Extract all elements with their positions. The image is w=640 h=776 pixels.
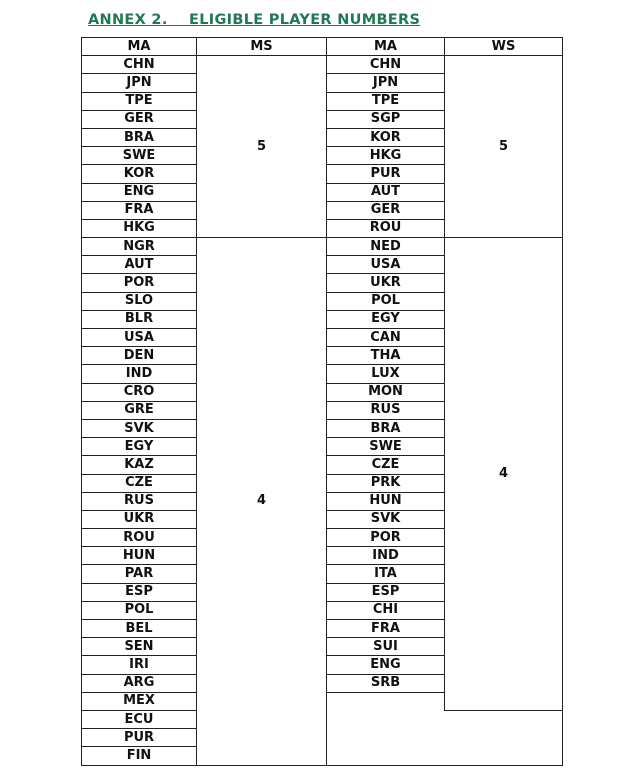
men-ma-cell: POR: [82, 274, 197, 292]
men-ma-cell: BLR: [82, 310, 197, 328]
women-ma-cell: BRA: [327, 419, 445, 437]
women-ma-cell: THA: [327, 347, 445, 365]
ws-number-cell: 5: [445, 56, 563, 238]
men-ma-cell: CHN: [82, 56, 197, 74]
men-ma-cell: IRI: [82, 656, 197, 674]
women-ma-cell: SWE: [327, 438, 445, 456]
eligible-player-numbers-table: [81, 37, 563, 766]
women-ma-cell: MON: [327, 383, 445, 401]
men-ma-cell: HUN: [82, 547, 197, 565]
men-ma-cell: ARG: [82, 674, 197, 692]
ms-number-cell: 5: [197, 56, 327, 238]
men-ma-cell: AUT: [82, 256, 197, 274]
women-ma-cell: CAN: [327, 329, 445, 347]
women-ma-cell: SGP: [327, 110, 445, 128]
men-ma-cell: DEN: [82, 347, 197, 365]
women-ma-cell: USA: [327, 256, 445, 274]
men-ma-cell: ECU: [82, 710, 197, 728]
women-ma-cell: TPE: [327, 92, 445, 110]
ws-number-cell: 4: [445, 238, 563, 711]
men-ma-cell: JPN: [82, 74, 197, 92]
women-ma-cell: HKG: [327, 147, 445, 165]
men-ma-cell: RUS: [82, 492, 197, 510]
table-row: [82, 238, 563, 256]
header-ws: WS: [445, 38, 563, 56]
men-ma-cell: SEN: [82, 638, 197, 656]
women-ma-cell: LUX: [327, 365, 445, 383]
header-ms: MS: [197, 38, 327, 56]
men-ma-cell: MEX: [82, 692, 197, 710]
men-ma-cell: UKR: [82, 510, 197, 528]
men-ma-cell: FIN: [82, 747, 197, 765]
header-row: [82, 38, 563, 56]
women-ma-cell: NED: [327, 238, 445, 256]
men-ma-cell: SWE: [82, 147, 197, 165]
men-ma-cell: BEL: [82, 620, 197, 638]
women-ma-cell: ESP: [327, 583, 445, 601]
women-ma-cell: CHI: [327, 601, 445, 619]
women-ma-cell: CHN: [327, 56, 445, 74]
men-ma-cell: BRA: [82, 128, 197, 146]
women-ma-cell: SUI: [327, 638, 445, 656]
men-ma-cell: SVK: [82, 419, 197, 437]
men-ma-cell: IND: [82, 365, 197, 383]
ms-number-cell: 4: [197, 238, 327, 765]
women-ma-cell: SRB: [327, 674, 445, 692]
men-ma-cell: USA: [82, 329, 197, 347]
men-ma-cell: EGY: [82, 438, 197, 456]
women-ma-cell: PRK: [327, 474, 445, 492]
women-ma-cell: FRA: [327, 620, 445, 638]
women-ma-cell: UKR: [327, 274, 445, 292]
empty-women-cell: [327, 692, 563, 765]
men-ma-cell: FRA: [82, 201, 197, 219]
women-ma-cell: ROU: [327, 219, 445, 237]
women-ma-cell: JPN: [327, 74, 445, 92]
table-row: [82, 56, 563, 74]
men-ma-cell: ROU: [82, 529, 197, 547]
women-ma-cell: HUN: [327, 492, 445, 510]
men-ma-cell: CRO: [82, 383, 197, 401]
men-ma-cell: NGR: [82, 238, 197, 256]
men-ma-cell: ESP: [82, 583, 197, 601]
women-ma-cell: GER: [327, 201, 445, 219]
men-ma-cell: HKG: [82, 219, 197, 237]
table-body: [82, 56, 563, 765]
men-ma-cell: SLO: [82, 292, 197, 310]
header-men-ma: MA: [82, 38, 197, 56]
men-ma-cell: TPE: [82, 92, 197, 110]
women-ma-cell: CZE: [327, 456, 445, 474]
men-ma-cell: GER: [82, 110, 197, 128]
women-ma-cell: KOR: [327, 128, 445, 146]
women-ma-cell: IND: [327, 547, 445, 565]
women-ma-cell: RUS: [327, 401, 445, 419]
annex-title: ANNEX 2. ELIGIBLE PLAYER NUMBERS: [88, 12, 421, 28]
men-ma-cell: KOR: [82, 165, 197, 183]
women-ma-cell: POR: [327, 529, 445, 547]
women-ma-cell: EGY: [327, 310, 445, 328]
men-ma-cell: PUR: [82, 729, 197, 747]
men-ma-cell: GRE: [82, 401, 197, 419]
men-ma-cell: PAR: [82, 565, 197, 583]
men-ma-cell: CZE: [82, 474, 197, 492]
women-ma-cell: POL: [327, 292, 445, 310]
women-ma-cell: PUR: [327, 165, 445, 183]
men-ma-cell: ENG: [82, 183, 197, 201]
women-ma-cell: AUT: [327, 183, 445, 201]
men-ma-cell: POL: [82, 601, 197, 619]
women-ma-cell: ENG: [327, 656, 445, 674]
header-women-ma: MA: [327, 38, 445, 56]
women-ma-cell: SVK: [327, 510, 445, 528]
women-ma-cell: ITA: [327, 565, 445, 583]
men-ma-cell: KAZ: [82, 456, 197, 474]
